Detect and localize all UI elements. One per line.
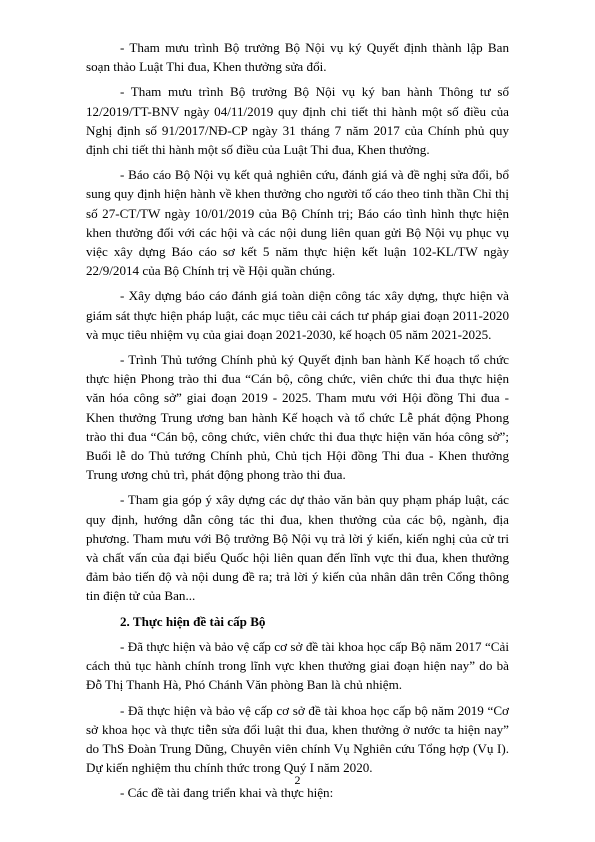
section-heading: 2. Thực hiện đề tài cấp Bộ bbox=[120, 613, 266, 629]
paragraph-de-tai-2017: - Đã thực hiện và bảo vệ cấp cơ sở đề tài khoa học cấp Bộ năm 2017 “Cải cách thủ tục hành chính trong lĩnh vực khen thưởng giai đoạn hiện nay” do bà Đỗ Thị Thanh Hà, Phó Chánh Văn phòng Ban là chủ nhiệm. bbox=[86, 638, 509, 693]
page-number: 2 bbox=[294, 773, 301, 787]
paragraph-gop-y-van-ban: - Tham gia góp ý xây dựng các dự thảo văn bản quy phạm pháp luật, các quy định, hướng dẫn công tác thi đua, khen thưởng của các bộ, ngành, địa phương. Tham mưu với Bộ trưởng Bộ Nội vụ trả lời ý kiến, kiến nghị của cử tri và chất vấn của đại biểu Quốc hội liên quan đến lĩnh vực thi đua, khen thưởng đảm bảo tiến độ và nội dung đề ra; trả lời ý kiến của nhân dân trên Cổng thông tin điện tử của Ban... bbox=[86, 492, 509, 604]
paragraph-cai-cach-tu-phap: - Xây dựng báo cáo đánh giá toàn diện công tác xây dựng, thực hiện và giám sát thực hiện pháp luật, các mục tiêu cải cách tư pháp giai đoạn 2011-2020 và mục tiêu nhiệm vụ của giai đoạn 2021-2030, kế hoạch 05 năm 2021-2025. bbox=[86, 288, 509, 342]
paragraph-de-tai-dang-trien-khai: - Các đề tài đang triển khai và thực hiện: bbox=[120, 785, 334, 801]
paragraph-ban-soan-thao: - Tham mưu trình Bộ trưởng Bộ Nội vụ ký Quyết định thành lập Ban soạn thảo Luật Thi đua, Khen thưởng sửa đổi. bbox=[86, 40, 509, 75]
paragraph-bao-cao-nguoi-to-cao: - Báo cáo Bộ Nội vụ kết quả nghiên cứu, đánh giá và đề nghị sửa đổi, bổ sung quy định hiện hành về khen thưởng cho người tố cáo theo tinh thần Chỉ thị số 27-CT/TW ngày 10/01/2019 của Bộ Chính trị; Báo cáo tình hình thực hiện khen thưởng đối với các hội và các nội dung liên quan gửi Bộ Nội vụ phục vụ việc xây dựng Báo cáo sơ kết 5 năm thực hiện kết luận 102-KL/TW ngày 22/9/2014 của Bộ Chính trị về Hội quần chúng. bbox=[86, 167, 509, 279]
paragraph-van-hoa-cong-so: - Trình Thủ tướng Chính phủ ký Quyết định ban hành Kế hoạch tổ chức thực hiện Phong trào thi đua “Cán bộ, công chức, viên chức thi đua thực hiện văn hóa công sở” giai đoạn 2019 - 2025. Tham mưu với Hội đồng Thi đua - Khen thưởng Trung ương ban hành Kế hoạch và tổ chức Lễ phát động Phong trào thi đua “Cán bộ, công chức, viên chức thi đua thực hiện văn hóa công sở”; Buổi lễ do Thủ tướng Chính phủ, Chủ tịch Hội đồng Thi đua - Khen thưởng Trung ương chủ trì, phát động phong trào thi đua. bbox=[86, 352, 509, 483]
paragraph-de-tai-2019: - Đã thực hiện và bảo vệ cấp cơ sở đề tài khoa học cấp bộ năm 2019 “Cơ sở khoa học và thực tiễn sửa đổi luật thi đua, khen thưởng ở nước ta hiện nay” do ThS Đoàn Trung Dũng, Chuyên viên chính Vụ Nghiên cứu Tổng hợp (Vụ I). Dự kiến nghiệm thu chính thức trong Quý I năm 2020. bbox=[86, 702, 509, 776]
paragraph-thong-tu-12: - Tham mưu trình Bộ trưởng Bộ Nội vụ ký ban hành Thông tư số 12/2019/TT-BNV ngày 04/11/2019 quy định chi tiết thi hành một số điều của Nghị định số 91/2017/NĐ-CP ngày 31 tháng 7 năm 2017 của Chính phủ quy định chi tiết thi hành một số điều của Luật Thi đua, Khen thưởng. bbox=[86, 84, 509, 158]
